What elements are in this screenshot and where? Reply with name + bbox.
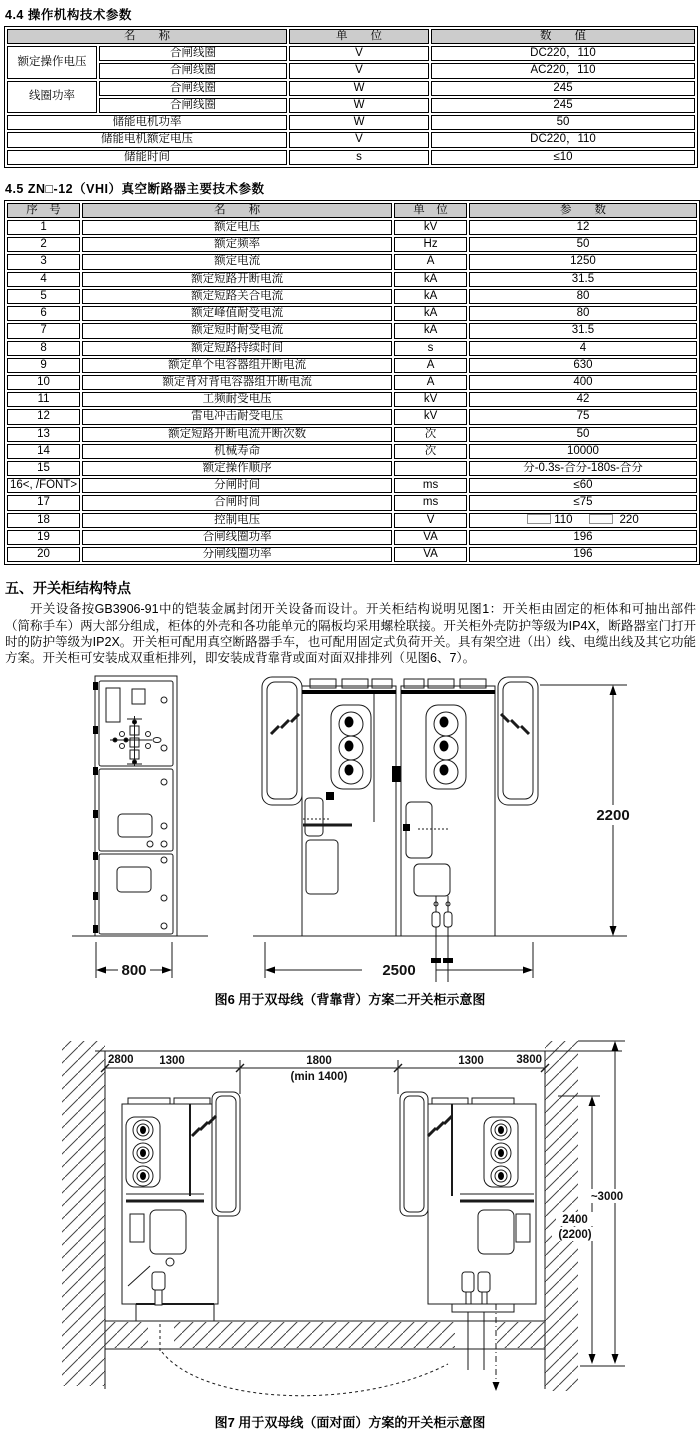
dim-800 — [96, 942, 172, 979]
cell-value: 80 — [469, 289, 697, 304]
table-row — [7, 254, 697, 269]
cell-unit: kA — [394, 323, 467, 338]
cell-name: 机械寿命 — [82, 444, 392, 459]
cell-no: 3 — [7, 254, 80, 269]
cell-value: 196 — [469, 530, 697, 545]
table-row — [7, 63, 695, 78]
cell-value: 50 — [431, 115, 695, 130]
breaker-params-table — [4, 200, 700, 566]
cell-value: 245 — [431, 98, 695, 113]
section-4-5-title: 4.5 ZN□-12（VHI）真空断路器主要技术参数 — [5, 181, 265, 196]
cell-unit: A — [394, 375, 467, 390]
cell-group-label: 额定操作电压 — [7, 46, 97, 78]
cell-unit: kV — [394, 409, 467, 424]
table-row — [7, 46, 695, 61]
cell-name: 额定短路持续时间 — [82, 341, 392, 356]
cell-no: 15 — [7, 461, 80, 476]
cell-name: 合闸线圈 — [99, 98, 287, 113]
table-header-row — [7, 203, 697, 218]
cell-no: 13 — [7, 427, 80, 442]
cable-down-arrow — [493, 1382, 500, 1391]
dim-top — [101, 1054, 549, 1094]
cell-name: 额定电流 — [82, 254, 392, 269]
cell-name: 额定短时耐受电流 — [82, 323, 392, 338]
cell-name: 额定频率 — [82, 237, 392, 252]
table-row — [7, 513, 697, 528]
cell-no: 6 — [7, 306, 80, 321]
cell-unit: ms — [394, 478, 467, 493]
table-row — [7, 81, 695, 96]
header-unit: 单 位 — [289, 29, 429, 44]
cell-value: 80 — [469, 306, 697, 321]
cell-name: 额定短路关合电流 — [82, 289, 392, 304]
cell-value: 31.5 — [469, 323, 697, 338]
cell-no: 5 — [7, 289, 80, 304]
table-row — [7, 547, 697, 562]
table-row — [7, 98, 695, 113]
cell-no: 20 — [7, 547, 80, 562]
cell-name: 雷电冲击耐受电压 — [82, 409, 392, 424]
cell-unit: VA — [394, 547, 467, 562]
dim-min1400-label: (min 1400) — [290, 1071, 348, 1084]
cell-no: 1 — [7, 220, 80, 235]
dim-2200-label: 2200 — [596, 807, 630, 825]
cell-value: DC220，110 — [431, 132, 695, 147]
table-row — [7, 237, 697, 252]
cell-value: 50 — [469, 237, 697, 252]
section-5-paragraph: 开关设备按GB3906-91中的铠装金属封闭开关设备而设计。开关柜结构说明见图1：开关柜由固定的柜体和可抽出部件（简称手车）两大部分组成，柜体的外壳和各功能单元的隔板均采用螺栓联接。开关柜外壳防护等级为IP4X，断路器室门打开时的防护等级为IP2X。开关柜可配用真空断路器手车，也可配用固定式负荷开关。具有架空进（出）线、电缆出线及其它功能方案。开关柜可安装成双重柜排列，即安装成背靠背或面对面双排排列（见图6、7）。 — [5, 602, 696, 666]
cell-unit: kV — [394, 220, 467, 235]
table-row — [7, 530, 697, 545]
cell-unit: W — [289, 115, 429, 130]
figure6-drawing — [0, 674, 700, 988]
figure6-caption: 图6 用于双母线（背靠背）方案二开关柜示意图 — [214, 992, 486, 1008]
cell-value: ≤75 — [469, 495, 697, 510]
cell-group-label: 线圈功率 — [7, 81, 97, 113]
cell-value: AC220，110 — [431, 63, 695, 78]
cell-name: 额定背对背电容器组开断电流 — [82, 375, 392, 390]
header-value: 参 数 — [469, 203, 697, 218]
cell-name: 额定电压 — [82, 220, 392, 235]
figure6 — [0, 674, 700, 1008]
cell-no: 11 — [7, 392, 80, 407]
table-row — [7, 358, 697, 373]
figure7-caption: 图7 用于双母线（面对面）方案的开关柜示意图 — [214, 1415, 486, 1431]
dim-2500-label: 2500 — [382, 962, 416, 980]
cell-value: 31.5 — [469, 272, 697, 287]
cell-value: ≤60 — [469, 478, 697, 493]
cell-unit: kA — [394, 272, 467, 287]
cell-value: 50 — [469, 427, 697, 442]
cell-unit: 次 — [394, 444, 467, 459]
table-row — [7, 306, 697, 321]
cell-name: 合闸线圈 — [99, 63, 287, 78]
mech-params-table — [4, 26, 698, 168]
table-row — [7, 444, 697, 459]
cell-unit — [394, 461, 467, 476]
cell-unit: Hz — [394, 237, 467, 252]
cell-name: 合闸线圈功率 — [82, 530, 392, 545]
header-name: 名 称 — [7, 29, 287, 44]
control-voltage-110-label: 110 — [554, 513, 573, 526]
section-5-heading: 五、开关柜结构特点 — [5, 580, 131, 597]
table-row — [7, 478, 697, 493]
header-no: 序 号 — [7, 203, 80, 218]
cell-unit: A — [394, 358, 467, 373]
header-unit: 单 位 — [394, 203, 467, 218]
cell-no: 2 — [7, 237, 80, 252]
cell-unit: kA — [394, 306, 467, 321]
header-value: 数 值 — [431, 29, 695, 44]
cell-value: 196 — [469, 547, 697, 562]
cell-unit: 次 — [394, 427, 467, 442]
dim-1300-right-label: 1300 — [458, 1055, 484, 1068]
dim-1300-left-label: 1300 — [159, 1055, 185, 1068]
dim-800-label: 800 — [121, 962, 147, 980]
cell-name: 分闸时间 — [82, 478, 392, 493]
table-row — [7, 272, 697, 287]
dim-3800-label: 3800 — [516, 1054, 542, 1067]
table-row — [7, 289, 697, 304]
dim-2200-paren-label: (2200) — [558, 1229, 592, 1242]
cell-name: 额定短路开断电流 — [82, 272, 392, 287]
dim-2500 — [265, 942, 533, 979]
table-row — [7, 409, 697, 424]
cell-unit: V — [289, 132, 429, 147]
cell-unit: kA — [394, 289, 467, 304]
section-4-4-title: 4.4 操作机构技术参数 — [5, 8, 132, 22]
section-view — [253, 677, 548, 982]
cell-name: 工频耐受电压 — [82, 392, 392, 407]
cell-no: 12 — [7, 409, 80, 424]
dim-1800-label: 1800 — [306, 1055, 332, 1068]
control-voltage-220-label: 220 — [619, 513, 639, 526]
cell-value: 分-0.3s-合分-180s-合分 — [469, 461, 697, 476]
table-row — [7, 461, 697, 476]
cell-unit: s — [289, 150, 429, 165]
control-voltage-checkbox-110[interactable] — [527, 514, 551, 524]
cell-value: 245 — [431, 81, 695, 96]
dim-2400-label: 2400 — [562, 1214, 588, 1227]
table-row — [7, 115, 695, 130]
cell-name: 额定单个电容器组开断电流 — [82, 358, 392, 373]
cell-name: 合闸时间 — [82, 495, 392, 510]
header-name: 名 称 — [82, 203, 392, 218]
cell-name: 额定操作顺序 — [82, 461, 392, 476]
table-row — [7, 392, 697, 407]
figure7-drawing — [0, 1034, 700, 1411]
table-row — [7, 150, 695, 165]
cell-value: 400 — [469, 375, 697, 390]
cell-value: ≤10 — [431, 150, 695, 165]
dim-2200 — [540, 685, 634, 936]
control-voltage-checkbox-220[interactable] — [589, 514, 613, 524]
left-cabinet — [122, 1092, 240, 1321]
cell-no: 10 — [7, 375, 80, 390]
table-row — [7, 495, 697, 510]
cell-name: 储能电机功率 — [7, 115, 287, 130]
cell-unit: V — [394, 513, 467, 528]
cell-value: 10000 — [469, 444, 697, 459]
cell-value: 75 — [469, 409, 697, 424]
dim-2800-label: 2800 — [108, 1054, 134, 1067]
cell-unit: ms — [394, 495, 467, 510]
cell-unit: V — [289, 46, 429, 61]
dim-3000-label: ~3000 — [590, 1191, 624, 1204]
cell-name: 合闸线圈 — [99, 46, 287, 61]
cell-no: 18 — [7, 513, 80, 528]
cell-value: 1250 — [469, 254, 697, 269]
cell-name: 合闸线圈 — [99, 81, 287, 96]
cell-no: 17 — [7, 495, 80, 510]
table-row — [7, 323, 697, 338]
cell-value: 630 — [469, 358, 697, 373]
figure7 — [0, 1034, 700, 1431]
cell-unit: s — [394, 341, 467, 356]
table-row — [7, 427, 697, 442]
cell-value: 4 — [469, 341, 697, 356]
cell-no: 9 — [7, 358, 80, 373]
cell-name: 分闸线圈功率 — [82, 547, 392, 562]
table-row — [7, 375, 697, 390]
cell-name: 储能时间 — [7, 150, 287, 165]
cell-unit: W — [289, 81, 429, 96]
table-row — [7, 132, 695, 147]
cell-unit: A — [394, 254, 467, 269]
cell-no: 8 — [7, 341, 80, 356]
cell-name: 控制电压 — [82, 513, 392, 528]
cell-name: 额定短路开断电流开断次数 — [82, 427, 392, 442]
cell-name: 储能电机额定电压 — [7, 132, 287, 147]
cell-name: 额定峰值耐受电流 — [82, 306, 392, 321]
cell-value: 42 — [469, 392, 697, 407]
cell-no: 4 — [7, 272, 80, 287]
cell-no: 14 — [7, 444, 80, 459]
table-header-row — [7, 29, 695, 44]
cell-value: DC220，110 — [431, 46, 695, 61]
cell-no: 16<, /FONT> — [7, 478, 80, 493]
cell-unit: W — [289, 98, 429, 113]
cell-no: 7 — [7, 323, 80, 338]
cell-unit: V — [289, 63, 429, 78]
table-row — [7, 220, 697, 235]
cell-control-voltage-options — [469, 513, 697, 528]
front-view-cabinet — [72, 676, 208, 936]
table-row — [7, 341, 697, 356]
cell-unit: VA — [394, 530, 467, 545]
cell-no: 19 — [7, 530, 80, 545]
cell-unit: kV — [394, 392, 467, 407]
cell-value: 12 — [469, 220, 697, 235]
